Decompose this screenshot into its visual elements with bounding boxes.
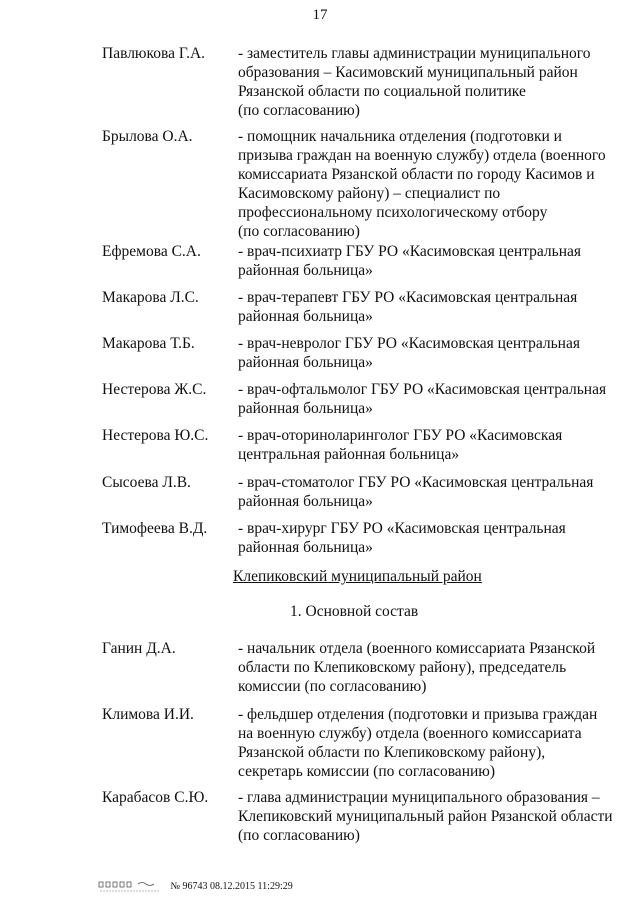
member-description: - врач-хирург ГБУ РО «Касимовская центральная районная больница» <box>238 520 566 556</box>
member-name: Тимофеева В.Д. <box>102 520 208 537</box>
member-description: - помощник начальника отделения (подготовки и призыва граждан на военную службу) отдела (военного комиссариата Рязанской области по городу Касимов и Касимовскому району) – специалист по профессиональному психологическому отбору (по согласованию) <box>238 128 606 240</box>
member-name: Сысоева Л.В. <box>102 474 191 491</box>
member-name: Карабасов С.Ю. <box>102 789 209 806</box>
member-name: Макарова Л.С. <box>102 289 199 306</box>
section-heading: Клепиковский муниципальный район <box>233 568 482 585</box>
member-description: - врач-офтальмолог ГБУ РО «Касимовская центральная районная больница» <box>238 381 607 417</box>
member-description: - врач-оториноларинголог ГБУ РО «Касимовская центральная районная больница» <box>238 427 563 463</box>
registration-number: № 96743 08.12.2015 11:29:29 <box>170 881 293 892</box>
member-description: - врач-невролог ГБУ РО «Касимовская центральная районная больница» <box>238 335 580 371</box>
member-name: Нестерова Ж.С. <box>102 381 207 398</box>
member-description: - заместитель главы администрации муниципального образования – Касимовский муниципальный район Рязанской области по социальной политике (по согласованию) <box>238 45 591 119</box>
member-description: - врач-психиатр ГБУ РО «Касимовская центральная районная больница» <box>238 243 582 279</box>
member-name: Павлюкова Г.А. <box>102 45 206 62</box>
registration-footer <box>98 877 293 896</box>
page-number: 17 <box>312 7 328 23</box>
subsection-heading: 1. Основной состав <box>290 603 419 620</box>
member-name: Макарова Т.Б. <box>102 335 195 352</box>
member-description: - фельдшер отделения (подготовки и призыва граждан на военную службу) отдела (военного комиссариата Рязанской области по Клепиковскому району), секретарь комиссии (по согласованию) <box>238 706 598 780</box>
member-name: Климова И.И. <box>102 706 194 723</box>
member-name: Ефремова С.А. <box>102 243 201 260</box>
member-description: - врач-стоматолог ГБУ РО «Касимовская центральная районная больница» <box>238 474 594 510</box>
member-description: - врач-терапевт ГБУ РО «Касимовская центральная районная больница» <box>238 289 578 325</box>
member-name: Ганин Д.А. <box>102 640 176 657</box>
member-description: - начальник отдела (военного комиссариата Рязанской области по Клепиковскому району), председатель комиссии (по согласованию) <box>238 640 596 695</box>
member-name: Брылова О.А. <box>102 128 193 145</box>
member-name: Нестерова Ю.С. <box>102 427 209 444</box>
member-description: - глава администрации муниципального образования – Клепиковский муниципальный район Рязанской области (по согласованию) <box>238 789 613 844</box>
document-registry-stamp-icon <box>98 880 162 894</box>
